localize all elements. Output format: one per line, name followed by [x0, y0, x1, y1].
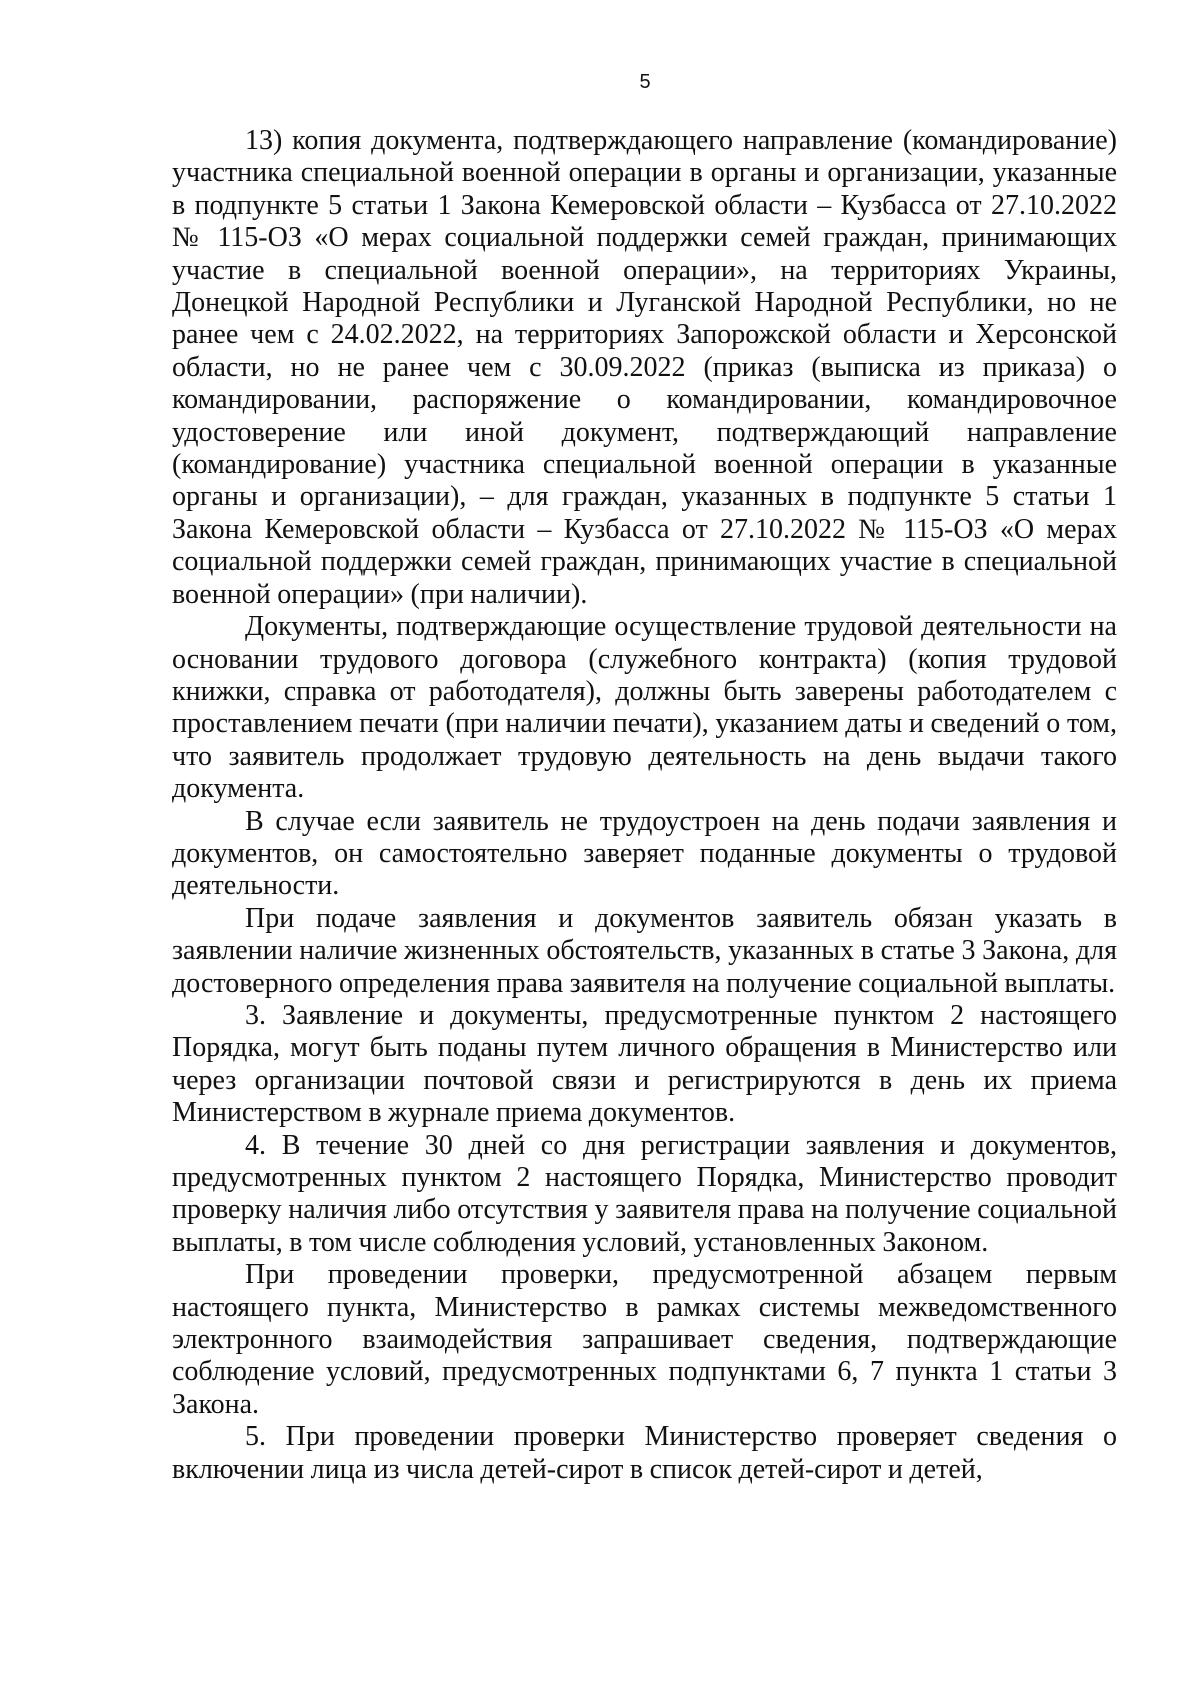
paragraph-item-13-service-assignment-copy: 13) копия документа, подтверждающего направление (командирование) участника специальной военной операции в органы и организации, указанные в подпункте 5 статьи 1 Закона Кемеровской области – Кузбасса от 27.10.2022 № 115-ОЗ «О мерах социальной поддержки семей граждан, принимающих участие в специальной военной операции», на территориях Украины, Донецкой Народной Республики и Луганской Народной Республики, но не ранее чем с 24.02.2022, на территориях Запорожской области и Херсонской области, но не ранее чем с 30.09.2022 (приказ (выписка из приказа) о командировании, распоряжение о командировании, командировочное удостоверение или иной документ, подтверждающий направление (командирование) участника специальной военной операции в указанные органы и организации), – для граждан, указанных в подпункте 5 статьи 1 Закона Кемеровской области – Кузбасса от 27.10.2022 № 115-ОЗ «О мерах социальной поддержки семей граждан, принимающих участие в специальной военной операции» (при наличии). — [172, 125, 1117, 610]
paragraph-unemployed-applicant: В случае если заявитель не трудоустроен на день подачи заявления и документов, он самостоятельно заверяет поданные документы о трудовой деятельности. — [172, 805, 1117, 902]
paragraph-interagency-requests: При проведении проверки, предусмотренной абзацем первым настоящего пункта, Министерство в рамках системы межведомственного электронного взаимодействия запрашивает сведения, подтверждающие соблюдение условий, предусмотренных подпунктами 6, 7 пункта 1 статьи 3 Закона. — [172, 1259, 1117, 1420]
paragraph-section-5-orphans-check: 5. При проведении проверки Министерство проверяет сведения о включении лица из числа детей-сирот в список детей-сирот и детей, — [172, 1421, 1117, 1485]
paragraph-section-4-verification: 4. В течение 30 дней со дня регистрации заявления и документов, предусмотренных пунктом 2 настоящего Порядка, Министерство проводит проверку наличия либо отсутствия у заявителя права на получение социальной выплаты, в том числе соблюдения условий, установленных Законом. — [172, 1129, 1117, 1258]
document-body — [172, 125, 1117, 1486]
paragraph-section-3-submission: 3. Заявление и документы, предусмотренные пунктом 2 настоящего Порядка, могут быть поданы путем личного обращения в Министерство или через организации почтовой связи и регистрируются в день их приема Министерством в журнале приема документов. — [172, 999, 1117, 1129]
paragraph-life-circumstances: При подаче заявления и документов заявитель обязан указать в заявлении наличие жизненных обстоятельств, указанных в статье 3 Закона, для достоверного определения права заявителя на получение социальной выплаты. — [172, 902, 1117, 999]
paragraph-employment-documents: Документы, подтверждающие осуществление трудовой деятельности на основании трудового договора (служебного контракта) (копия трудовой книжки, справка от работодателя), должны быть заверены работодателем с проставлением печати (при наличии печати), указанием даты и сведений о том, что заявитель продолжает трудовую деятельность на день выдачи такого документа. — [172, 611, 1117, 805]
page-number: 5 — [639, 71, 651, 93]
